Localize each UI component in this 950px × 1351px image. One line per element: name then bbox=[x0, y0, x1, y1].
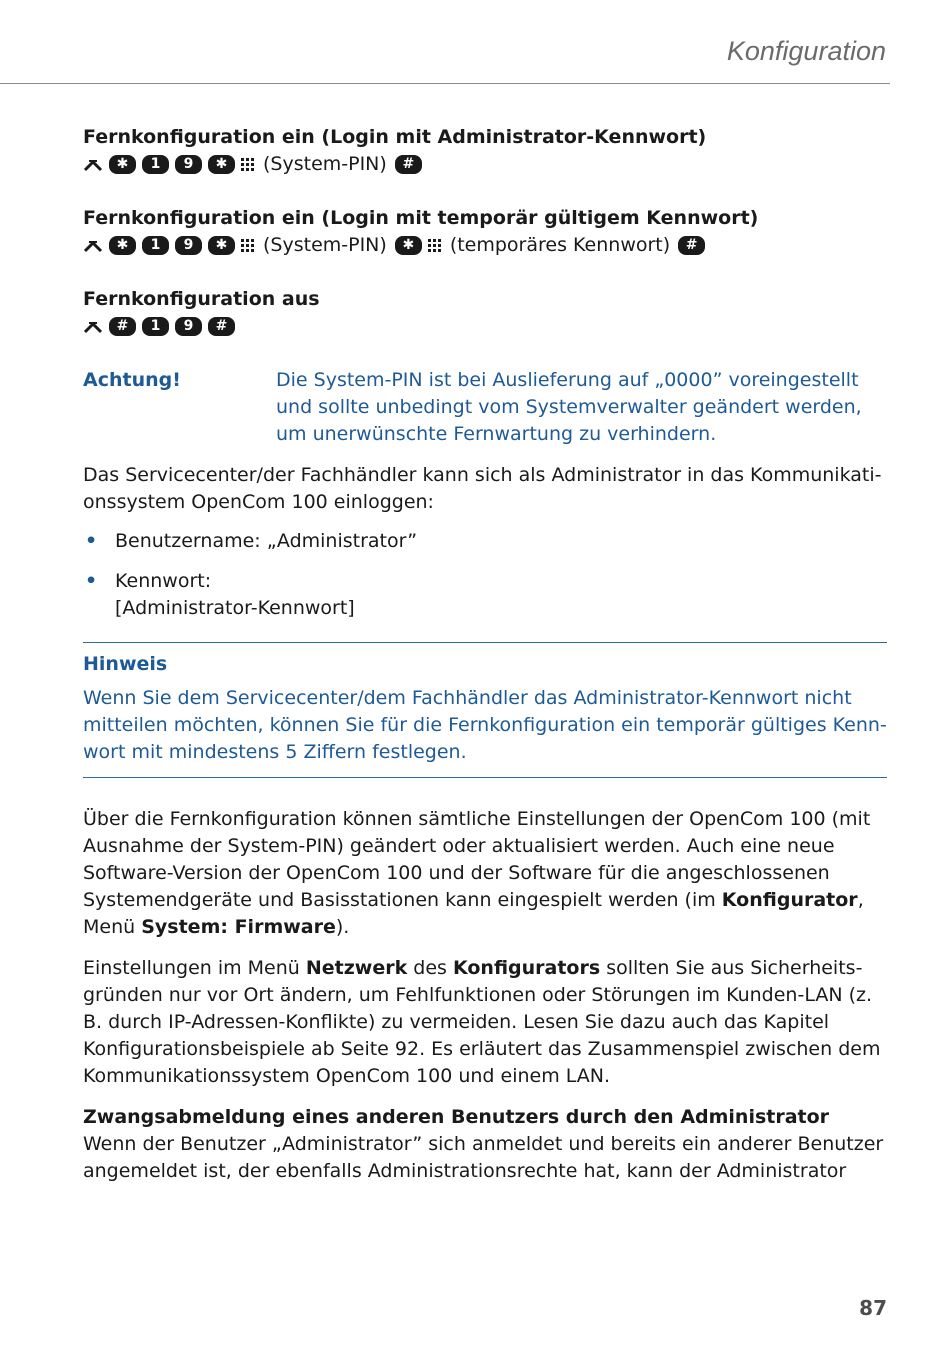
bullet-icon: • bbox=[85, 530, 98, 552]
bold-term: Konfigurators bbox=[452, 957, 601, 979]
digit-key: 1 bbox=[142, 155, 169, 174]
page-header-title: Konfiguration bbox=[726, 36, 886, 66]
star-key: ✱ bbox=[109, 236, 136, 255]
login-list bbox=[83, 528, 887, 622]
dial-sequence bbox=[83, 232, 887, 259]
text-run: sollten Sie aus Sicherheitsgründen nur vor Ort ändern, um Fehlfunktionen oder Störungen im Kunden-LAN (z. B. durch IP-Adressen-Konflikte) zu vermeiden. Lesen Sie dazu auch das Kapitel Konfigurationsbeispiele ab Seite 92. Es erläutert das Zusammenspiel zwischen dem Kommunikationssystem OpenCom 100 und einem LAN. bbox=[83, 957, 881, 1087]
page-number: 87 bbox=[859, 1296, 887, 1320]
hash-key: # bbox=[678, 236, 705, 255]
bold-term: System: Firmware bbox=[141, 916, 336, 938]
warning-label: Achtung! bbox=[83, 369, 181, 391]
digit-key: 9 bbox=[175, 317, 202, 336]
note-title: Hinweis bbox=[83, 653, 168, 675]
text-run: Über die Fernkonfiguration können sämtliche Einstellungen der OpenCom 100 (mit Ausnahme der System-PIN) geändert oder aktualisiert werden. Auch eine neue Software-Version der OpenCom 100 und der Software für die angeschlossenen Systemendgeräte und Basisstationen kann eingespielt werden (im bbox=[83, 808, 871, 911]
section-title: Fernkonfiguration ein (Login mit Administrator-Kennwort) bbox=[83, 126, 707, 148]
page-content bbox=[83, 124, 887, 1185]
dial-sequence bbox=[83, 313, 887, 340]
list-item bbox=[83, 528, 887, 555]
system-pin-text: (System-PIN) bbox=[263, 153, 387, 175]
warning-text: Die System-PIN ist bei Auslieferung auf „0000” voreingestellt und sollte unbedingt vom Systemverwalter geändert werden, um unerwünschte Fernwartung zu verhindern. bbox=[276, 369, 862, 445]
text-run: des bbox=[407, 957, 453, 979]
keypad-icon bbox=[428, 239, 442, 253]
list-item-text: [Administrator-Kennwort] bbox=[115, 597, 355, 619]
text-run: , Menü bbox=[83, 889, 864, 938]
list-item-text: Kennwort: bbox=[115, 570, 212, 592]
hash-key: # bbox=[208, 317, 235, 336]
keypad-icon bbox=[241, 158, 255, 172]
list-item-text: Benutzername: „Administrator” bbox=[115, 530, 418, 552]
forced-logout-text: Wenn der Benutzer „Administrator” sich anmeldet und bereits ein anderer Benutzer angemeldet ist, der ebenfalls Administrationsrechte hat, kann der Administrator bbox=[83, 1133, 884, 1182]
digit-key: 9 bbox=[175, 236, 202, 255]
digit-key: 9 bbox=[175, 155, 202, 174]
star-key: ✱ bbox=[395, 236, 422, 255]
intro-paragraph: Das Servicecenter/der Fachhändler kann sich als Administrator in das Kommunikationssystem OpenCom 100 einloggen: bbox=[83, 464, 882, 513]
digit-key: 1 bbox=[142, 236, 169, 255]
list-item bbox=[83, 568, 887, 622]
body-paragraph bbox=[83, 955, 887, 1090]
note-text: Wenn Sie dem Servicecenter/dem Fachhändler das Administrator-Kennwort nicht mitteilen möchten, können Sie für die Fernkonfiguration ein temporär gültiges Kennwort mit mindestens 5 Ziffern festlegen. bbox=[83, 687, 887, 763]
header-rule bbox=[0, 83, 890, 84]
section-title: Fernkonfiguration ein (Login mit temporär gültigem Kennwort) bbox=[83, 207, 759, 229]
dial-sequence bbox=[83, 151, 887, 178]
star-key: ✱ bbox=[109, 155, 136, 174]
handset-off-hook-icon bbox=[83, 239, 103, 253]
keypad-icon bbox=[241, 239, 255, 253]
section-title: Fernkonfiguration aus bbox=[83, 288, 320, 310]
note-box bbox=[83, 642, 887, 778]
bullet-icon: • bbox=[85, 570, 98, 592]
bold-term: Netzwerk bbox=[305, 957, 408, 979]
star-key: ✱ bbox=[208, 236, 235, 255]
hash-key: # bbox=[395, 155, 422, 174]
body-paragraph bbox=[83, 806, 887, 941]
section-title: Zwangsabmeldung eines anderen Benutzers durch den Administrator bbox=[83, 1106, 830, 1128]
system-pin-text: (System-PIN) bbox=[263, 234, 387, 256]
temp-password-text: (temporäres Kennwort) bbox=[449, 234, 671, 256]
text-run: Einstellungen im Menü bbox=[83, 957, 306, 979]
handset-off-hook-icon bbox=[83, 320, 103, 334]
digit-key: 1 bbox=[142, 317, 169, 336]
warning-block bbox=[83, 367, 887, 448]
bold-term: Konfigurator bbox=[721, 889, 858, 911]
handset-off-hook-icon bbox=[83, 158, 103, 172]
forced-logout-section bbox=[83, 1104, 887, 1185]
hash-key: # bbox=[109, 317, 136, 336]
star-key: ✱ bbox=[208, 155, 235, 174]
text-run: ). bbox=[335, 916, 350, 938]
